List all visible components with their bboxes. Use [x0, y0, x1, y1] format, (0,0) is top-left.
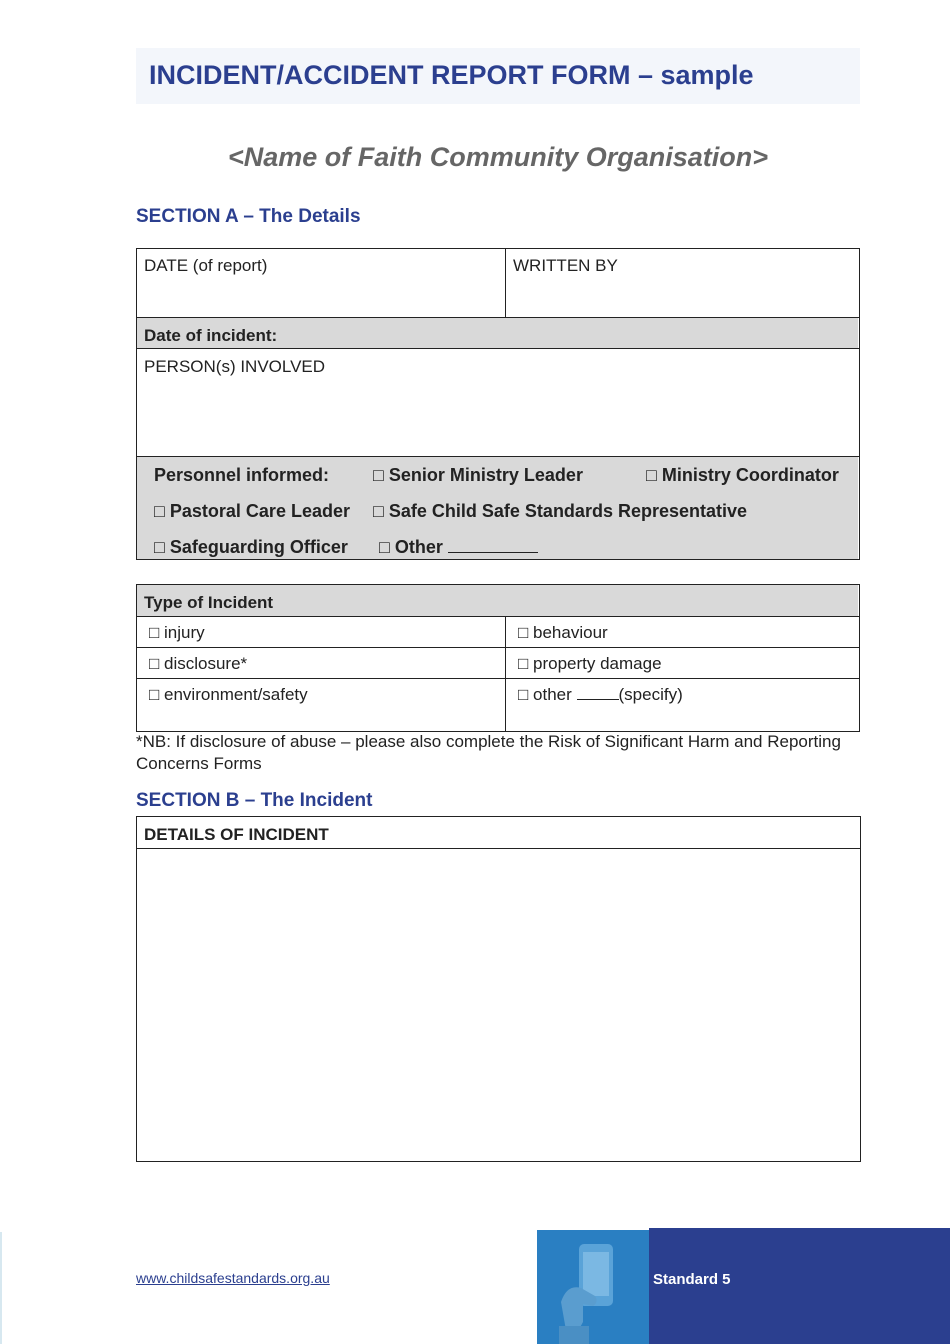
organisation-name: <Name of Faith Community Organisation>: [227, 142, 769, 172]
section-b-heading: SECTION B – The Incident: [136, 790, 373, 811]
checkbox-icon: □: [154, 501, 165, 521]
checkbox-icon: □: [646, 465, 657, 485]
persons-involved-field[interactable]: [137, 349, 858, 456]
checkbox-safeguarding-officer[interactable]: □ Safeguarding Officer: [154, 537, 348, 557]
section-a-table: [136, 248, 860, 560]
date-of-incident-field[interactable]: [137, 318, 858, 349]
incident-type-header: Type of Incident: [137, 585, 858, 616]
checkbox-senior-ministry-leader[interactable]: □ Senior Ministry Leader: [373, 465, 583, 485]
footer-band: [649, 1228, 950, 1344]
incident-type-table: Type of Incident □ injury □ behaviour □ disclosure* □ property damage □ environment/safety □ other (specify): [136, 584, 860, 732]
personnel-informed-label: Personnel informed:: [154, 465, 330, 485]
section-b-table: [136, 816, 861, 1162]
disclosure-footnote: *NB: If disclosure of abuse – please also complete the Risk of Significant Harm and Reporting Concerns Forms: [136, 732, 841, 773]
checkbox-child-safe-representative[interactable]: □ Safe Child Safe Standards Representative: [373, 501, 748, 521]
other-fill-line[interactable]: [448, 552, 538, 553]
website-link[interactable]: www.childsafestandards.org.au: [136, 1270, 330, 1286]
checkbox-ministry-coordinator[interactable]: □ Ministry Coordinator: [646, 465, 839, 485]
checkbox-other[interactable]: □ Other: [379, 537, 538, 558]
written-by-label: WRITTEN BY: [513, 256, 618, 275]
details-header: DETAILS OF INCIDENT: [144, 825, 329, 844]
date-of-incident-label: Date of incident:: [144, 326, 278, 345]
details-of-incident-field[interactable]: [137, 849, 859, 1160]
written-by-field[interactable]: [506, 249, 859, 317]
edge-decoration: [0, 1232, 2, 1344]
standard-label: Standard 5: [653, 1271, 731, 1288]
hand-holding-phone-icon: [537, 1230, 649, 1344]
checkbox-icon: □: [373, 465, 384, 485]
checkbox-icon: □: [154, 537, 165, 557]
date-of-report-field[interactable]: [137, 249, 505, 317]
other-specify-line[interactable]: [577, 699, 619, 700]
checkbox-icon: □: [373, 501, 384, 521]
date-of-report-label: DATE (of report): [144, 256, 268, 275]
checkbox-pastoral-care-leader[interactable]: □ Pastoral Care Leader: [154, 501, 350, 521]
footer-image: [537, 1230, 649, 1344]
persons-involved-label: PERSON(s) INVOLVED: [144, 357, 326, 376]
checkbox-icon: □: [379, 537, 390, 557]
form-title: INCIDENT/ACCIDENT REPORT FORM – sample: [149, 60, 754, 90]
section-a-heading: SECTION A – The Details: [136, 206, 361, 227]
personnel-informed-block: [137, 457, 858, 559]
title-banner: [136, 48, 860, 104]
